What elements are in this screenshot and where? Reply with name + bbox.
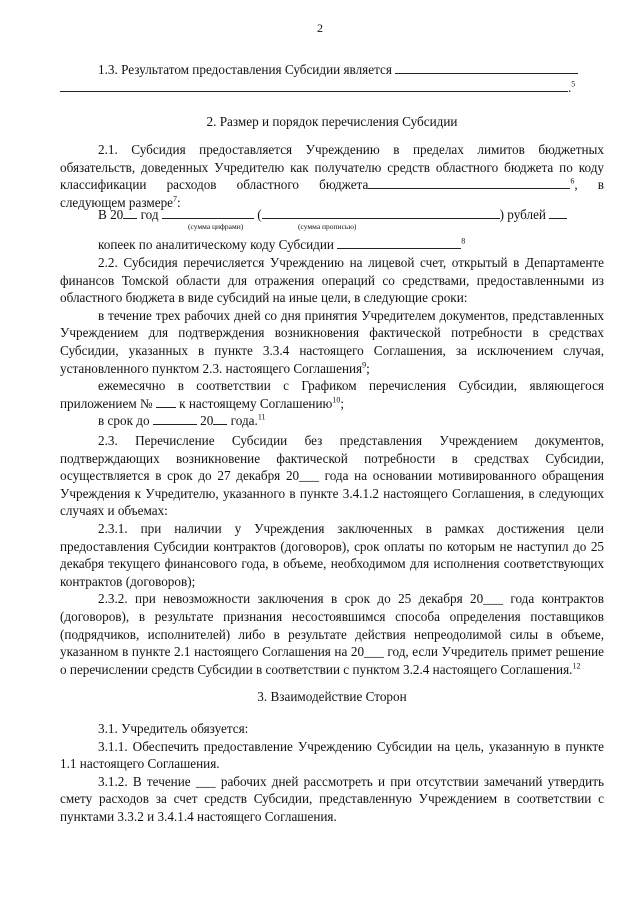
clause-2-1 (60, 141, 604, 211)
caption-words: (сумма прописью) (298, 222, 357, 231)
footnote-8: 8 (461, 236, 466, 246)
clause-2-3 (60, 432, 604, 678)
clause-1-3: 1.3. Результатом предоставления Субсидии является .$^5$ (60, 61, 604, 96)
clause-2-1-tail: , в следующем размере (60, 177, 605, 210)
clause-2-1-text: 2.1. Субсидия предоставляется Учреждению в пределах лимитов бюджетных обязательств, доведенных Учредителю как получателю средств областного бюджета по коду классификации расходов областного бюджета (60, 142, 604, 193)
amount-line (60, 206, 604, 224)
kbk-blank (368, 176, 570, 189)
clause-2-2-c-3: года. (230, 413, 258, 429)
caption-digits: (сумма цифрами) (188, 222, 244, 231)
kopecks-text: копеек по аналитическому коду Субсидии (98, 237, 334, 252)
colon: : (177, 194, 181, 210)
clause-3-1-1-text: 3.1.1. Обеспечить предоставление Учреждению Субсидии на цель, указанную в пункте 1.1 настоящего Соглашения. (60, 738, 604, 772)
footnote-7: 7 (173, 194, 178, 204)
clause-2-2-c-1: в срок до (98, 413, 150, 429)
clause-2-2-c-2: 20 (200, 413, 214, 429)
open-paren: ( (257, 207, 262, 222)
amount-words-blank (262, 206, 500, 219)
clause-1-3-text: 1.3. Результатом предоставления Субсидии является (98, 62, 392, 77)
footnote-6: 6 (570, 176, 575, 186)
clause-2-2: 2.2. Субсидия перечисляется Учреждению на лицевой счет, открытый в Департаменте финансов Томской области для отражения операций со средствами, предоставленными из областного бюджета в виде субсидий на иные цели, в следующие сроки: в течение трех рабочих дней со дня принятия Учредителем документов, представленных Учреждением для подтверждения возникновения фактической потребности в средствах Субсидии, указанных в пункте 3.3.4 настоящего Соглашения, за исключением случая, установленного пунктом 2.3. настоящего Соглашения$^9$; ежемесячно в соответствии с Графиком перечисления Субсидии, являющегося приложением № к настоящему Соглашению$^{10}$; в срок до 20 года.$^{11}$ (60, 255, 604, 429)
result-blank (395, 61, 578, 74)
appendix-number-blank (156, 395, 176, 408)
footnote-10: 10 (332, 395, 341, 405)
clause-3-1-2-text: 3.1.2. В течение ___ рабочих дней рассмотреть и при отсутствии замечаний утвердить смету расходов за счет средств Субсидии, представленную Учреждением в соответствии с пунктами 3.3.2 и 3.4.1.4 настоящего Соглашения. (60, 773, 604, 824)
clause-2-2-a: в течение трех рабочих дней со дня принятия Учредителем документов, представленных Учреждением для подтверждения возникновения фактической потребности в средствах Субсидии, указанных в пункте 3.3.4 настоящего Соглашения, за исключением случая, установленного пунктом 2.3. настоящего Соглашения (60, 307, 604, 376)
year-prefix: В 20 (98, 207, 124, 222)
rubles-tail-blank (549, 206, 567, 219)
footnote-9: 9 (362, 360, 367, 370)
clause-2-2-text: 2.2. Субсидия перечисляется Учреждению на лицевой счет, открытый в Департаменте финансов Томской области для отражения операций со средствами, предоставленными из областного бюджета в виде субсидий на иные цели, в следующие сроки: (60, 255, 604, 306)
clause-3-1-text: 3.1. Учредитель обязуется: (98, 721, 249, 736)
footnote-12: 12 (572, 661, 581, 671)
year-blank (123, 206, 137, 219)
section-2-heading: 2. Размер и порядок перечисления Субсидии (206, 114, 458, 129)
result-blank-2 (60, 79, 568, 92)
year-word: год (140, 207, 159, 222)
clause-3-1 (60, 720, 604, 826)
clause-2-2-b-2: к настоящему Соглашению (179, 395, 333, 411)
page-number: 2 (317, 21, 323, 35)
rubles-label: ) рублей (499, 207, 546, 222)
date-blank (153, 412, 197, 425)
amount-captions (60, 222, 604, 232)
section-3-heading: 3. Взаимодействие Сторон (257, 689, 407, 704)
clause-2-3-1-text: 2.3.1. при наличии у Учреждения заключенных в рамках достижения цели предоставления Субсидии контрактов (договоров), срок оплаты по которым не наступил до 25 декабря текущего финансового года, в объеме, необходимом для исполнения соответствующих контрактов (договоров); (60, 520, 604, 589)
analytic-code-blank (337, 236, 461, 249)
amount-digits-blank (162, 206, 254, 219)
kopecks-line (60, 236, 604, 254)
clause-2-2-b-1: ежемесячно в соответствии с Графиком перечисления Субсидии, являющегося приложением № (60, 378, 604, 411)
clause-2-3-2-text: 2.3.2. при невозможности заключения в срок до 25 декабря 20___ года контрактов (договоров), в результате признания несостоявшимся способа определения поставщиков (подрядчиков, исполнителей) либо в результате действия непреодолимой силы в объеме, указанном в пункте 2.1 настоящего Соглашения на 20___ год, если Учредитель примет решение о перечислении средств Субсидии в соответствии с пунктом 3.2.4 настоящего Соглашения. (60, 591, 604, 677)
year-blank-2 (213, 412, 227, 425)
footnote-11: 11 (257, 412, 266, 422)
clause-2-3-text: 2.3. Перечисление Субсидии без представления Учреждением документов, подтверждающих возникновение фактической потребности в средствах Субсидии, осуществляется в срок до 27 декабря 20___ года на основании мотивированного обращения Учреждения к Учредителю, указанного в пункте 3.4.1.2 настоящего Соглашения, в следующих случаях и объемах: (60, 433, 604, 519)
footnote-5: 5 (571, 79, 576, 89)
